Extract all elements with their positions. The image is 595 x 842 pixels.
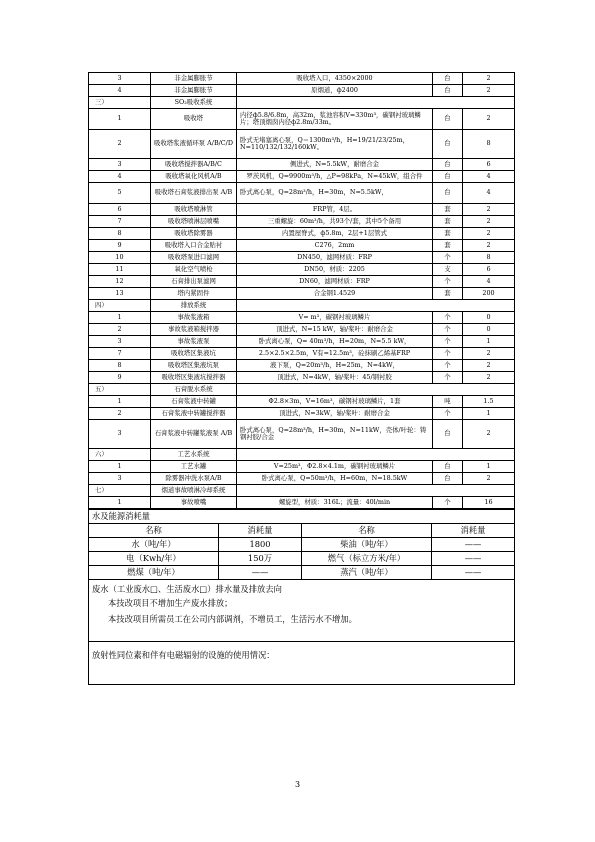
energy-cell: —— bbox=[432, 552, 515, 566]
equipment-spec: 2.5×2.5×2.5m，V有=12.5m³，砼抹刷乙烯基FRP bbox=[237, 348, 433, 360]
section-filler bbox=[237, 300, 515, 312]
equipment-spec: V= m³，碳钢衬玻璃鳞片 bbox=[237, 312, 433, 324]
table-row bbox=[89, 336, 515, 348]
equipment-spec: DN50，材质：2205 bbox=[237, 264, 433, 276]
equipment-quantity: 4 bbox=[463, 183, 515, 204]
equipment-spec: 原烟道，ф2400 bbox=[237, 85, 433, 97]
table-row bbox=[89, 420, 515, 449]
table-row bbox=[89, 85, 515, 97]
equipment-quantity: 4 bbox=[463, 171, 515, 183]
equipment-name: 吸收塔区集液坑泵 bbox=[151, 360, 237, 372]
equipment-name: 石膏浆液中转罐 bbox=[151, 396, 237, 408]
row-number: 1 bbox=[89, 461, 151, 473]
equipment-spec: 顶进式，N=15 kW，轴/桨叶：耐磨合金 bbox=[237, 324, 433, 336]
equipment-spec: 顶进式，N=4kW，轴/桨叶：45/钢衬胶 bbox=[237, 372, 433, 384]
equipment-quantity: 200 bbox=[463, 288, 515, 300]
table-row bbox=[89, 73, 515, 85]
equipment-quantity: 2 bbox=[463, 348, 515, 360]
section-filler bbox=[237, 449, 515, 461]
equipment-quantity: 2 bbox=[463, 73, 515, 85]
row-number: 4 bbox=[89, 171, 151, 183]
equipment-name: 氧化空气喷枪 bbox=[151, 264, 237, 276]
equipment-spec: 顶进式，N=3kW，轴/桨叶：耐磨合金 bbox=[237, 408, 433, 420]
equipment-spec: 内置屋脊式，ф5.8m，2层+1层管式 bbox=[237, 228, 433, 240]
table-row bbox=[89, 130, 515, 159]
equipment-name: 事故浆液泵 bbox=[151, 336, 237, 348]
equipment-spec: V=25m³，Φ2.8×4.1m，碳钢衬玻璃鳞片 bbox=[237, 461, 433, 473]
equipment-unit: 个 bbox=[433, 497, 463, 509]
section-label: 七） bbox=[89, 485, 151, 497]
equipment-spec: Φ2.8×3m，V=16m³，碳钢衬玻璃鳞片，1套 bbox=[237, 396, 433, 408]
equipment-unit: 个 bbox=[433, 252, 463, 264]
row-number: 7 bbox=[89, 348, 151, 360]
equipment-unit: 台 bbox=[433, 159, 463, 171]
equipment-unit: 支 bbox=[433, 264, 463, 276]
table-row bbox=[89, 204, 515, 216]
table-row bbox=[89, 497, 515, 509]
row-number: 9 bbox=[89, 240, 151, 252]
equipment-name: 非金属膨胀节 bbox=[151, 73, 237, 85]
equipment-quantity: 1.5 bbox=[463, 396, 515, 408]
equipment-name: 石膏浆液中转罐搅拌器 bbox=[151, 408, 237, 420]
equipment-name: 吸收塔浆液循环泵 A/B/C/D bbox=[151, 130, 237, 159]
equipment-spec: 侧进式，N=5.5kW，耐磨合金 bbox=[237, 159, 433, 171]
equipment-name: 石膏排出泵滤网 bbox=[151, 276, 237, 288]
equipment-spec: FRP管，4层。 bbox=[237, 204, 433, 216]
row-number: 10 bbox=[89, 252, 151, 264]
section-title: 工艺水系统 bbox=[151, 449, 237, 461]
equipment-unit: 台 bbox=[433, 473, 463, 485]
equipment-quantity: 8 bbox=[463, 130, 515, 159]
equipment-spec: 卧式离心泵，Q=28m³/h，H=30m，N=11kW，壳体/叶轮：铸钢衬胶/合金 bbox=[237, 420, 433, 449]
table-row bbox=[89, 408, 515, 420]
section-title: 烟道事故喷淋冷却系统 bbox=[151, 485, 237, 497]
equipment-spec: 卧式无堵塞离心泵，Q＝1300m³/h，H=19/21/23/25m，N=110/132/132/160kW。 bbox=[237, 130, 433, 159]
equipment-unit: 个 bbox=[433, 324, 463, 336]
row-number: 5 bbox=[89, 183, 151, 204]
equipment-quantity: 0 bbox=[463, 312, 515, 324]
equipment-quantity: 8 bbox=[463, 252, 515, 264]
equipment-quantity: 4 bbox=[463, 276, 515, 288]
row-number: 8 bbox=[89, 360, 151, 372]
table-row bbox=[89, 348, 515, 360]
energy-header-amount-1: 消耗量 bbox=[219, 524, 302, 538]
row-number: 6 bbox=[89, 204, 151, 216]
row-number: 2 bbox=[89, 324, 151, 336]
equipment-name: 吸收塔区集液坑 bbox=[151, 348, 237, 360]
equipment-quantity: 2 bbox=[463, 204, 515, 216]
section-title: SO₂吸收系统 bbox=[151, 97, 237, 109]
equipment-spec: DN60，滤网材质：FRP bbox=[237, 276, 433, 288]
energy-cell: 蒸汽（吨/年） bbox=[302, 566, 432, 580]
equipment-spec: 三重螺旋：60m³/h，共93个/套，其中5个备用 bbox=[237, 216, 433, 228]
equipment-name: 吸收塔喷淋层喷嘴 bbox=[151, 216, 237, 228]
row-number: 4 bbox=[89, 85, 151, 97]
energy-section-title: 水及能源消耗量 bbox=[89, 510, 515, 524]
equipment-name: 塔内紧固件 bbox=[151, 288, 237, 300]
equipment-name: 工艺水罐 bbox=[151, 461, 237, 473]
equipment-spec: DN450，滤网材质：FRP bbox=[237, 252, 433, 264]
wastewater-section bbox=[89, 580, 515, 642]
table-section-row bbox=[89, 449, 515, 461]
table-row bbox=[89, 288, 515, 300]
equipment-quantity: 2 bbox=[463, 372, 515, 384]
energy-cell: —— bbox=[219, 566, 302, 580]
energy-table bbox=[88, 509, 515, 685]
equipment-spec: 吸收塔入口，4350×2000 bbox=[237, 73, 433, 85]
equipment-name: 事故浆液箱 bbox=[151, 312, 237, 324]
equipment-name: 吸收塔石膏浆液排出泵 A/B bbox=[151, 183, 237, 204]
table-row bbox=[89, 171, 515, 183]
equipment-name: 吸收塔喷淋管 bbox=[151, 204, 237, 216]
radiation-section bbox=[89, 641, 515, 685]
table-row bbox=[89, 461, 515, 473]
equipment-spec: 合金钢1.4529 bbox=[237, 288, 433, 300]
energy-cell: 1800 bbox=[219, 538, 302, 552]
equipment-name: 吸收塔 bbox=[151, 109, 237, 130]
equipment-table-body bbox=[89, 73, 515, 509]
equipment-quantity: 2 bbox=[463, 216, 515, 228]
equipment-name: 吸收塔入口合金贴衬 bbox=[151, 240, 237, 252]
equipment-name: 吸收塔区集液坑搅拌器 bbox=[151, 372, 237, 384]
equipment-unit: 套 bbox=[433, 216, 463, 228]
equipment-unit: 个 bbox=[433, 348, 463, 360]
wastewater-line-2: 本技改项目所需员工在公司内部调剂，不增员工，生活污水不增加。 bbox=[108, 614, 357, 624]
equipment-unit: 个 bbox=[433, 372, 463, 384]
equipment-quantity: 2 bbox=[463, 85, 515, 97]
radiation-title: 放射性同位素和伴有电磁辐射的设施的使用情况： bbox=[92, 649, 275, 660]
table-row bbox=[89, 109, 515, 130]
equipment-spec: C276，2mm bbox=[237, 240, 433, 252]
equipment-name: 事故喷嘴 bbox=[151, 497, 237, 509]
equipment-quantity: 16 bbox=[463, 497, 515, 509]
equipment-name: 吸收塔氧化风机A/B bbox=[151, 171, 237, 183]
row-number: 3 bbox=[89, 159, 151, 171]
equipment-spec: 卧式离心泵，Q=50m³/h，H=60m，N=18.5kW bbox=[237, 473, 433, 485]
section-title: 石膏脱水系统 bbox=[151, 384, 237, 396]
table-row bbox=[89, 473, 515, 485]
row-number: 8 bbox=[89, 228, 151, 240]
equipment-unit: 台 bbox=[433, 461, 463, 473]
equipment-quantity: 2 bbox=[463, 420, 515, 449]
equipment-name: 吸收塔搅拌器A/B/C bbox=[151, 159, 237, 171]
row-number: 1 bbox=[89, 396, 151, 408]
equipment-unit: 吨 bbox=[433, 396, 463, 408]
equipment-unit: 套 bbox=[433, 228, 463, 240]
equipment-name: 非金属膨胀节 bbox=[151, 85, 237, 97]
equipment-quantity: 0 bbox=[463, 324, 515, 336]
equipment-quantity: 6 bbox=[463, 264, 515, 276]
document-body bbox=[88, 72, 514, 685]
equipment-unit: 台 bbox=[433, 171, 463, 183]
equipment-unit: 套 bbox=[433, 240, 463, 252]
equipment-spec: 液下泵，Q=20m³/h，H=25m，N=4kW， bbox=[237, 360, 433, 372]
equipment-spec: 螺旋型，材质：316L；流量：40l/min bbox=[237, 497, 433, 509]
energy-header-amount-2: 消耗量 bbox=[432, 524, 515, 538]
page-number: 3 bbox=[294, 780, 301, 789]
equipment-quantity: 1 bbox=[463, 408, 515, 420]
row-number: 3 bbox=[89, 336, 151, 348]
equipment-unit: 套 bbox=[433, 204, 463, 216]
table-row bbox=[89, 276, 515, 288]
table-row bbox=[89, 216, 515, 228]
section-label: 六） bbox=[89, 449, 151, 461]
table-row bbox=[89, 228, 515, 240]
equipment-name: 除雾器冲洗水泵A/B bbox=[151, 473, 237, 485]
energy-cell: 燃煤（吨/年） bbox=[89, 566, 219, 580]
table-row bbox=[89, 252, 515, 264]
table-section-row bbox=[89, 97, 515, 109]
equipment-unit: 台 bbox=[433, 420, 463, 449]
equipment-name: 事故浆液箱搅拌器 bbox=[151, 324, 237, 336]
table-row bbox=[89, 159, 515, 171]
energy-header-name-2: 名称 bbox=[302, 524, 432, 538]
equipment-name: 吸收塔泵进口滤网 bbox=[151, 252, 237, 264]
row-number: 2 bbox=[89, 130, 151, 159]
energy-cell: 水（吨/年） bbox=[89, 538, 219, 552]
equipment-unit: 个 bbox=[433, 360, 463, 372]
table-row bbox=[89, 312, 515, 324]
section-label: 五） bbox=[89, 384, 151, 396]
equipment-quantity: 2 bbox=[463, 228, 515, 240]
energy-header-name-1: 名称 bbox=[89, 524, 219, 538]
equipment-spec: 卧式离心泵，Q=28m³/h，H=30m，N=5.5kW， bbox=[237, 183, 433, 204]
row-number: 1 bbox=[89, 109, 151, 130]
equipment-unit: 套 bbox=[433, 288, 463, 300]
equipment-unit: 台 bbox=[433, 109, 463, 130]
section-label: 三） bbox=[89, 97, 151, 109]
row-number: 3 bbox=[89, 473, 151, 485]
row-number: 1 bbox=[89, 497, 151, 509]
energy-cell: 150万 bbox=[219, 552, 302, 566]
energy-cell: 燃气（标立方米/年） bbox=[302, 552, 432, 566]
wastewater-title: 废水（工业废水□、生活废水□）排水量及排放去向 bbox=[92, 584, 282, 594]
equipment-unit: 个 bbox=[433, 312, 463, 324]
equipment-quantity: 1 bbox=[463, 336, 515, 348]
equipment-quantity: 6 bbox=[463, 159, 515, 171]
table-section-row bbox=[89, 384, 515, 396]
equipment-quantity: 2 bbox=[463, 109, 515, 130]
energy-cell: 柴油（吨/年） bbox=[302, 538, 432, 552]
section-filler bbox=[237, 384, 515, 396]
equipment-spec: 罗茨风机，Q=9900m³/h，△P=98kPa，N=45kW，组合件 bbox=[237, 171, 433, 183]
row-number: 2 bbox=[89, 408, 151, 420]
equipment-quantity: 2 bbox=[463, 240, 515, 252]
equipment-table bbox=[88, 72, 515, 509]
table-row bbox=[89, 372, 515, 384]
row-number: 3 bbox=[89, 73, 151, 85]
energy-cell: —— bbox=[432, 566, 515, 580]
row-number: 3 bbox=[89, 420, 151, 449]
table-row bbox=[89, 183, 515, 204]
equipment-unit: 个 bbox=[433, 336, 463, 348]
equipment-quantity: 2 bbox=[463, 473, 515, 485]
equipment-quantity: 2 bbox=[463, 360, 515, 372]
equipment-unit: 台 bbox=[433, 85, 463, 97]
table-section-row bbox=[89, 485, 515, 497]
table-row bbox=[89, 396, 515, 408]
equipment-unit: 台 bbox=[433, 73, 463, 85]
energy-cell: 电（Kwh/年） bbox=[89, 552, 219, 566]
table-row bbox=[89, 360, 515, 372]
equipment-unit: 个 bbox=[433, 276, 463, 288]
section-label: 四） bbox=[89, 300, 151, 312]
row-number: 12 bbox=[89, 276, 151, 288]
section-title: 排放系统 bbox=[151, 300, 237, 312]
table-row bbox=[89, 240, 515, 252]
equipment-unit: 台 bbox=[433, 183, 463, 204]
row-number: 11 bbox=[89, 264, 151, 276]
row-number: 7 bbox=[89, 216, 151, 228]
row-number: 13 bbox=[89, 288, 151, 300]
equipment-unit: 个 bbox=[433, 408, 463, 420]
section-filler bbox=[237, 485, 515, 497]
table-row bbox=[89, 264, 515, 276]
row-number: 9 bbox=[89, 372, 151, 384]
equipment-name: 吸收塔除雾器 bbox=[151, 228, 237, 240]
equipment-unit: 台 bbox=[433, 130, 463, 159]
wastewater-line-1: 本技改项目不增加生产废水排放； bbox=[108, 598, 233, 608]
equipment-spec: 卧式离心泵，Q= 40m³/h，H=20m，N=5.5 kW， bbox=[237, 336, 433, 348]
table-row bbox=[89, 324, 515, 336]
equipment-quantity: 1 bbox=[463, 461, 515, 473]
energy-cell: —— bbox=[432, 538, 515, 552]
section-filler bbox=[237, 97, 515, 109]
row-number: 1 bbox=[89, 312, 151, 324]
equipment-spec: 内径ф5.8/6.8m，高32m，浆池容积V=330m³，碳钢衬玻璃鳞片；塔顶烟囱内径ф2.8m/33m。 bbox=[237, 109, 433, 130]
table-section-row bbox=[89, 300, 515, 312]
equipment-name: 石膏浆液中转罐浆液泵 A/B bbox=[151, 420, 237, 449]
